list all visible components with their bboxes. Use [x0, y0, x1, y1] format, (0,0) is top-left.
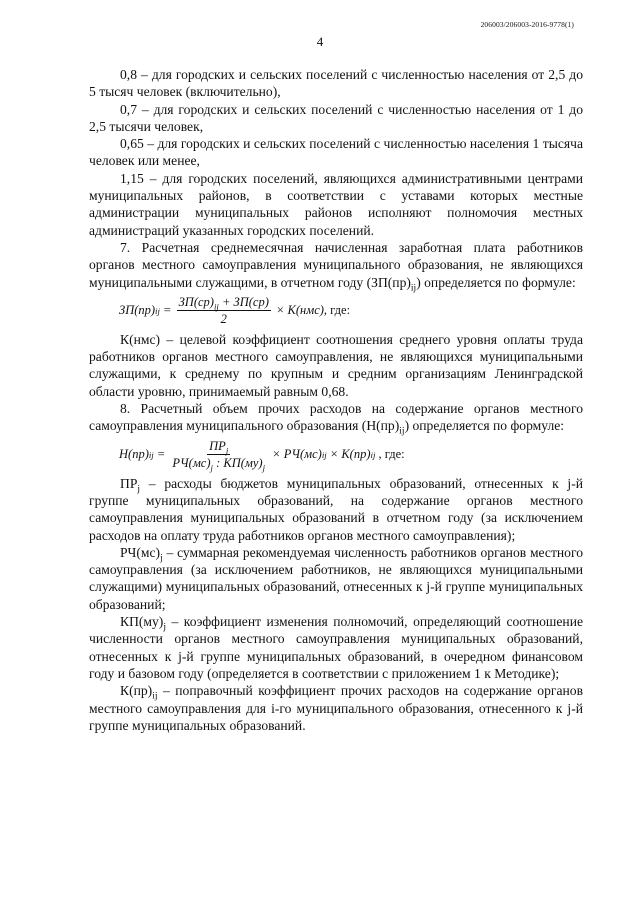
- formula-other-expenses: Н(пр) ij = $\frac{ПР_j}{РЧ(мс)_j : КП(му)_j}$ × РЧ(мс) ij × К(пр) ij , где:: [119, 439, 405, 473]
- document-body: [89, 66, 583, 734]
- paragraph: 0,7 – для городских и сельских поселений с численностью населения от 1 до 2,5 тысячи человек,: [89, 101, 583, 134]
- paragraph-section-7: 7. Расчетная среднемесячная начисленная заработная плата работников органов местного самоуправления муниципального образования, не являющихся муниципальными служащими, в отчетном году $(ЗП(пр)_{ij})$ определяется по формуле:: [89, 239, 583, 294]
- definition-kp: $КП(му)_j$ – коэффициент изменения полномочий, определяющий соотношение численности органов местного самоуправления муниципальных образований, отнесенных к j-й группе муниципальных образований, в очередном финансовом году и базовом году (определяется в соответствии с приложением 1 к Методике);: [89, 614, 583, 681]
- definition-kpr: $К(пр)_{ij}$ – поправочный коэффициент прочих расходов на содержание органов местного самоуправления для i-го муниципального образования, отнесенного к j-й группе муниципальных образований.: [89, 683, 583, 733]
- formula-salary: ЗП(пр) ij = $\frac{ЗП(ср)_{ij} + ЗП(ср)}{2}$ × К(нмс) , где:: [119, 295, 351, 327]
- formula-fraction: $\frac{ПР_j}{РЧ(мс)_j : КП(му)_j}$: [172, 439, 266, 473]
- formula-fraction: $\frac{ЗП(ср)_{ij} + ЗП(ср)}{2}$: [178, 295, 269, 327]
- paragraph: К(нмс) – целевой коэффициент соотношения среднего уровня оплаты труда работников органов местного самоуправления, не являющихся муниципальными служащими, к среднему по крупным и средним организациям Ленинградской области уровню, принимаемый равным 0,68.: [89, 331, 583, 399]
- definition-pr: $ПР_j$ – расходы бюджетов муниципальных образований, отнесенных к j-й группе муниципальных образований, на содержание органов местного самоуправления муниципальных образований в отчетном году (за исключением расходов на оплату труда работников органов местного самоуправления);: [89, 475, 583, 543]
- paragraph: 1,15 – для городских поселений, являющихся административными центрами муниципальных районов, в соответствии с уставами которых местные администрации муниципальных районов исполняют полномочия местных администраций указанных городских поселений.: [89, 170, 583, 238]
- paragraph: 0,8 – для городских и сельских поселений с численностью населения от 2,5 до 5 тысяч человек (включительно),: [89, 67, 583, 100]
- definition-rch: $РЧ(мс)_j$ – суммарная рекомендуемая численность работников органов местного самоуправления (за исключением работников, не являющихся муниципальными служащими) муниципальных образований, отнесенных к j-й группе муниципальных образований;: [89, 544, 583, 612]
- paragraph-section-8: 8. Расчетный объем прочих расходов на содержание органов местного самоуправления муниципального образования $(Н(пр)_{ij})$ определяется по формуле:: [89, 401, 583, 438]
- page-number: 4: [316, 34, 324, 49]
- paragraph: 0,65 – для городских и сельских поселений с численностью населения 1 тысяча человек или менее,: [89, 136, 583, 169]
- document-id: 206003/206003-2016-9778(1): [480, 20, 574, 29]
